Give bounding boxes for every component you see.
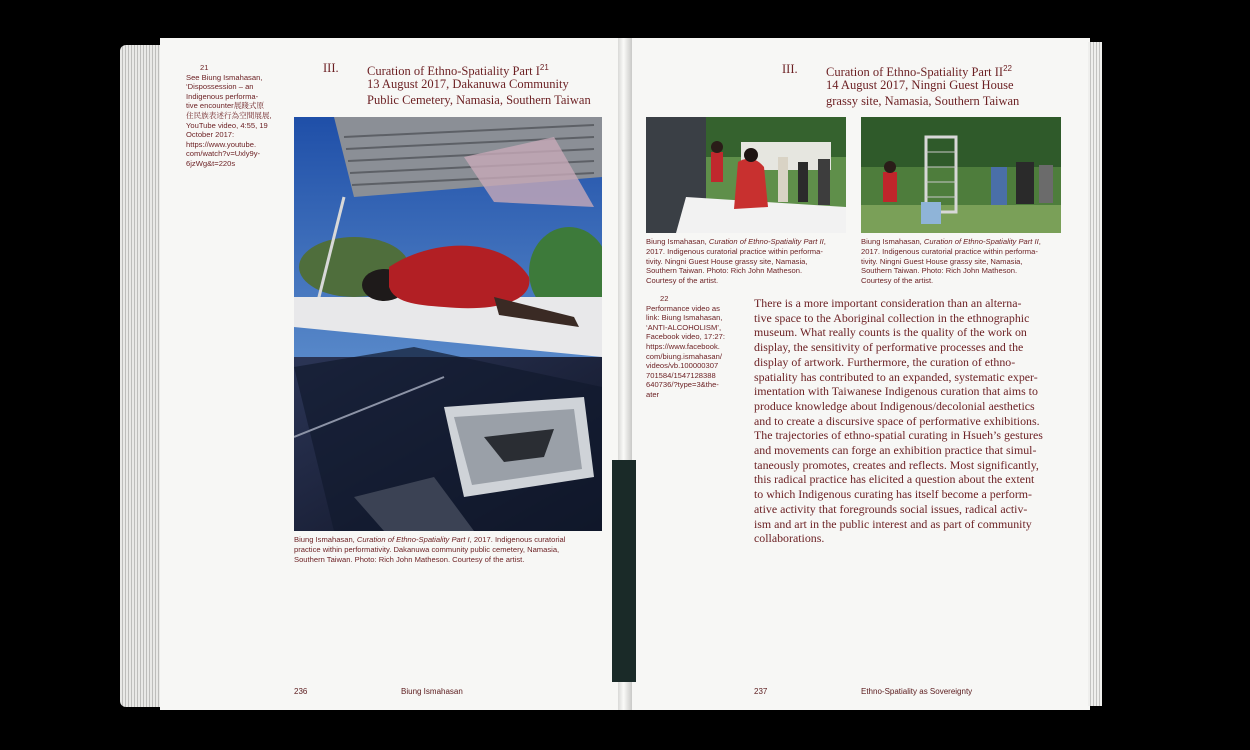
photo-ningni-2 xyxy=(861,117,1061,233)
footnote-line: 住民族表述行為空間展展, xyxy=(186,110,272,120)
caption-line: Southern Taiwan. Photo: Rich John Matheson. xyxy=(861,266,1018,276)
page-tab-marker xyxy=(612,460,636,682)
body-line: museum. What really counts is the quality of the work on xyxy=(754,325,1027,340)
heading-date-line: 14 August 2017, Ningni Guest House xyxy=(826,78,1014,92)
photo-ningni-1 xyxy=(646,117,846,233)
photo-performance-cemetery xyxy=(294,117,602,531)
folio-left-running-head: Biung Ismahasan xyxy=(401,687,463,696)
caption-right-photo-2 xyxy=(861,237,1066,286)
folio-left-page-number: 236 xyxy=(294,687,308,696)
footnote-line: See Biung Ismahasan, xyxy=(186,72,263,82)
caption-rest: , xyxy=(823,237,826,246)
caption-author: Biung Ismahasan, xyxy=(861,237,924,246)
caption-work-title: Curation of Ethno-Spatiality Part I xyxy=(356,535,470,544)
footnote-line: com/watch?v=Uxly9y- xyxy=(186,149,261,159)
footnote-line: tive encounter展踐式原 xyxy=(186,101,265,111)
footnote-line: YouTube video, 4:55, 19 xyxy=(186,120,268,130)
body-line: and movements can forge an exhibition practice that simul- xyxy=(754,443,1037,458)
footnote-line: link: Biung Ismahasan, xyxy=(646,313,723,323)
body-paragraph xyxy=(754,296,1066,546)
heading-place-line: grassy site, Namasia, Southern Taiwan xyxy=(826,94,1020,108)
caption-line: 2017. Indigenous curatorial practice within performa- xyxy=(861,246,1038,256)
caption-rest: , 2017. Indigenous curatorial xyxy=(469,535,566,544)
footnote-21 xyxy=(186,63,282,169)
caption-line: practice within performativity. Dakanuwa community public cemetery, Namasia, xyxy=(294,544,560,554)
page-edges-right xyxy=(1088,42,1102,706)
body-line: The trajectories of ethno-spatial curating in Hsueh’s gestures xyxy=(754,428,1043,443)
footnote-line: October 2017: xyxy=(186,130,235,140)
folio-right-running-head: Ethno-Spatiality as Sovereignty xyxy=(861,687,973,696)
body-line: ism and art in the public interest and as part of community xyxy=(754,516,1032,531)
caption-line: Southern Taiwan. Photo: Rich John Matheson. xyxy=(646,266,803,276)
caption-right-photo-1 xyxy=(646,237,851,286)
caption-line xyxy=(294,535,606,545)
footnote-line: Indigenous performa- xyxy=(186,91,259,101)
body-line: to which Indigenous curating has itself become a perform- xyxy=(754,487,1033,502)
body-line: display of artwork. Furthermore, the curation of ethno- xyxy=(754,354,1016,369)
body-line: produce knowledge about Indigenous/decolonial aesthetics xyxy=(754,398,1035,413)
footnote-number: 21 xyxy=(200,63,209,72)
caption-work-title: Curation of Ethno-Spatiality Part II xyxy=(923,237,1039,246)
body-line: ative activity that foregrounds social issues, radical activ- xyxy=(754,501,1028,516)
caption-left-photo xyxy=(294,535,606,564)
caption-work-title: Curation of Ethno-Spatiality Part II xyxy=(708,237,824,246)
page-edges-left xyxy=(120,45,162,707)
footnote-number: 22 xyxy=(660,294,669,303)
caption-line: Courtesy of the artist. xyxy=(861,276,934,286)
footnote-ref: 21 xyxy=(539,63,549,72)
caption-line xyxy=(646,237,851,247)
caption-author: Biung Ismahasan, xyxy=(294,535,357,544)
section-number: III. xyxy=(782,62,798,76)
caption-line: Courtesy of the artist. xyxy=(646,276,719,286)
caption-line xyxy=(861,237,1066,247)
footnote-ref: 22 xyxy=(1003,64,1012,73)
body-line: collaborations. xyxy=(754,531,825,546)
body-line: imentation with Taiwanese Indigenous curation that aims to xyxy=(754,384,1038,399)
body-line: spatiality has contributed to an expanded, systematic exper- xyxy=(754,369,1038,384)
body-line: display, the sensitivity of performative processes and the xyxy=(754,340,1024,355)
heading-title: Curation of Ethno-Spatiality Part II xyxy=(826,65,1004,80)
folio-right-page-number: 237 xyxy=(754,687,768,696)
body-line: There is a more important consideration than an alterna- xyxy=(754,296,1022,310)
footnote-line: ‘Dispossession – an xyxy=(186,82,254,92)
heading-title: Curation of Ethno-Spatiality Part I xyxy=(367,64,540,79)
footnote-line: Performance video as xyxy=(646,303,720,313)
heading-place-line: Public Cemetery, Namasia, Southern Taiwan xyxy=(367,93,591,107)
caption-line: Southern Taiwan. Photo: Rich John Matheson. Courtesy of the artist. xyxy=(294,554,525,564)
body-line: tive space to the Aboriginal collection in the ethnographic xyxy=(754,310,1030,325)
section-heading-left xyxy=(323,60,603,110)
body-line: taneously promotes, creates and reflects. Most significantly, xyxy=(754,457,1039,472)
footnote-line: Facebook video, 17:27: xyxy=(646,332,725,342)
footnote-line: ‘ANTI-ALCOHOLISM’, xyxy=(646,322,722,332)
caption-line: tivity. Ningni Guest House grassy site, Namasia, xyxy=(646,256,808,266)
footnote-line: videos/vb.100000307 xyxy=(646,361,719,371)
caption-author: Biung Ismahasan, xyxy=(646,237,709,246)
footnote-line: 701584/1547128388 xyxy=(646,370,716,380)
body-line: and to create a discursive space of performative exhibitions. xyxy=(754,413,1040,428)
photo-image xyxy=(294,117,602,531)
footnote-line: https://www.facebook. xyxy=(646,341,720,351)
footnote-line: 6jzWg&t=220s xyxy=(186,158,236,168)
caption-rest: , xyxy=(1038,237,1041,246)
footnote-line: 640736/?type=3&the- xyxy=(646,380,719,390)
heading-date-line: 13 August 2017, Dakanuwa Community xyxy=(367,77,569,91)
footnote-line: https://www.youtube. xyxy=(186,139,257,149)
footnote-line: com/biung.ismahasan/ xyxy=(646,351,722,361)
footnote-22 xyxy=(646,294,742,400)
section-heading-right xyxy=(782,61,1062,111)
photo-image xyxy=(861,117,1061,233)
body-line: this radical practice has elicited a question about the extent xyxy=(754,472,1035,487)
section-number: III. xyxy=(323,61,339,75)
caption-line: 2017. Indigenous curatorial practice within performa- xyxy=(646,246,823,256)
footnote-line: ater xyxy=(646,389,660,399)
caption-line: tivity. Ningni Guest House grassy site, Namasia, xyxy=(861,256,1023,266)
photo-image xyxy=(646,117,846,233)
